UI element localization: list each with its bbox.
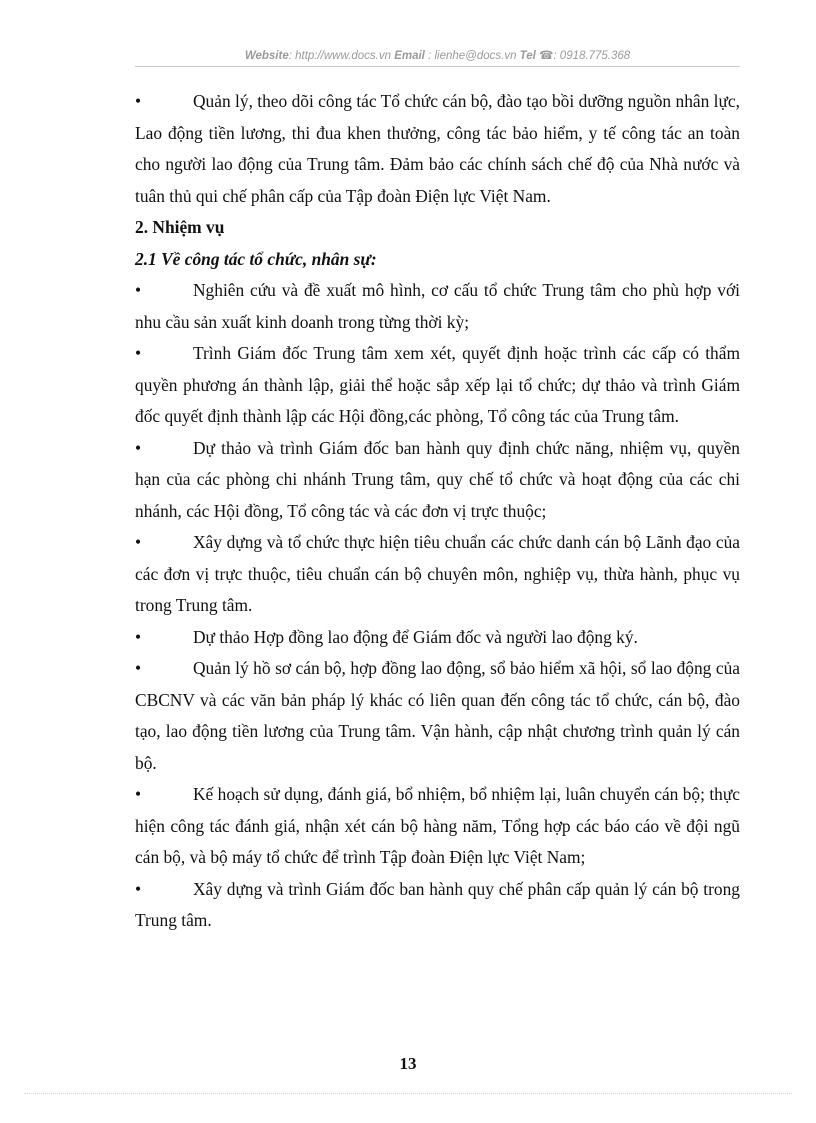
bullet-paragraph — [135, 874, 740, 937]
document-body — [135, 86, 740, 937]
bullet-paragraph — [135, 338, 740, 433]
bullet-marker: • — [135, 658, 142, 678]
bullet-paragraph — [135, 527, 740, 622]
website-label: Website — [244, 50, 289, 62]
bullet-marker: • — [135, 784, 142, 804]
page-header — [135, 48, 740, 62]
phone-icon: ☎ — [539, 50, 554, 62]
email-value: : lienhe@docs.vn — [428, 50, 517, 62]
email-label: Email — [394, 50, 425, 62]
bullet-marker: • — [135, 280, 142, 300]
bullet-paragraph — [135, 653, 740, 779]
bullet-text: Xây dựng và tổ chức thực hiện tiêu chuẩn các chức danh cán bộ Lãnh đạo của các đơn vị trực thuộc, tiêu chuẩn cán bộ chuyên môn, nghiệp vụ, thừa hành, phục vụ trong Trung tâm. — [135, 532, 740, 615]
bullet-paragraph — [135, 275, 740, 338]
tel-label: Tel — [519, 50, 536, 62]
page-number: 13 — [399, 1054, 417, 1073]
bullet-text: Quản lý, theo dõi công tác Tổ chức cán bộ, đào tạo bồi dưỡng nguồn nhân lực, Lao động tiền lương, thi đua khen thưởng, công tác bảo hiểm, y tế công tác an toàn cho người lao động của Trung tâm. Đảm bảo các chính sách chế độ của Nhà nước và tuân thủ qui chế phân cấp của Tập đoàn Điện lực Việt Nam. — [135, 91, 740, 206]
bullet-marker: • — [135, 532, 142, 552]
bullet-text: Dự thảo Hợp đồng lao động để Giám đốc và người lao động ký. — [193, 626, 638, 647]
bullet-text: Kế hoạch sử dụng, đánh giá, bổ nhiệm, bổ nhiệm lại, luân chuyển cán bộ; thực hiện công tác đánh giá, nhận xét cán bộ hàng năm, Tổng hợp các báo cáo về đội ngũ cán bộ, và bộ máy tổ chức để trình Tập đoàn Điện lực Việt Nam; — [135, 784, 740, 867]
subsection-heading: 2.1 Về công tác tổ chức, nhân sự: — [135, 248, 377, 269]
bullet-marker: • — [135, 343, 142, 363]
bullet-paragraph — [135, 433, 740, 528]
website-value: : http://www.docs.vn — [288, 50, 391, 62]
bullet-marker: • — [135, 91, 142, 111]
bullet-text: Nghiên cứu và đề xuất mô hình, cơ cấu tổ chức Trung tâm cho phù hợp với nhu cầu sản xuất kinh doanh trong từng thời kỳ; — [135, 280, 740, 332]
bullet-text: Dự thảo và trình Giám đốc ban hành quy định chức năng, nhiệm vụ, quyền hạn của các phòng chi nhánh Trung tâm, quy chế tổ chức và hoạt động của các chi nhánh, các Hội đồng, Tổ công tác và các đơn vị trực thuộc; — [135, 437, 740, 521]
header-rule — [135, 66, 740, 67]
bottom-rule — [24, 1093, 792, 1094]
bullet-paragraph — [135, 622, 740, 654]
bullet-marker: • — [135, 626, 142, 647]
bullet-paragraph — [135, 779, 740, 874]
bullet-marker: • — [135, 878, 142, 899]
section-heading: 2. Nhiệm vụ — [135, 217, 225, 237]
bullet-text: Trình Giám đốc Trung tâm xem xét, quyết định hoặc trình các cấp có thẩm quyền phương án thành lập, giải thể hoặc sắp xếp lại tổ chức; dự thảo và trình Giám đốc quyết định thành lập các Hội đồng,các phòng, Tổ công tác của Trung tâm. — [135, 343, 740, 426]
bullet-paragraph — [135, 86, 740, 212]
bullet-marker: • — [135, 437, 142, 458]
bullet-text: Xây dựng và trình Giám đốc ban hành quy chế phân cấp quản lý cán bộ trong Trung tâm. — [135, 878, 740, 930]
tel-value: : 0918.775.368 — [553, 50, 631, 62]
bullet-text: Quản lý hồ sơ cán bộ, hợp đồng lao động, sổ bảo hiểm xã hội, sổ lao động của CBCNV và các văn bản pháp lý khác có liên quan đến công tác tổ chức, cán bộ, đào tạo, lao động tiền lương của Trung tâm. Vận hành, cập nhật chương trình quản lý cán bộ. — [135, 658, 740, 773]
